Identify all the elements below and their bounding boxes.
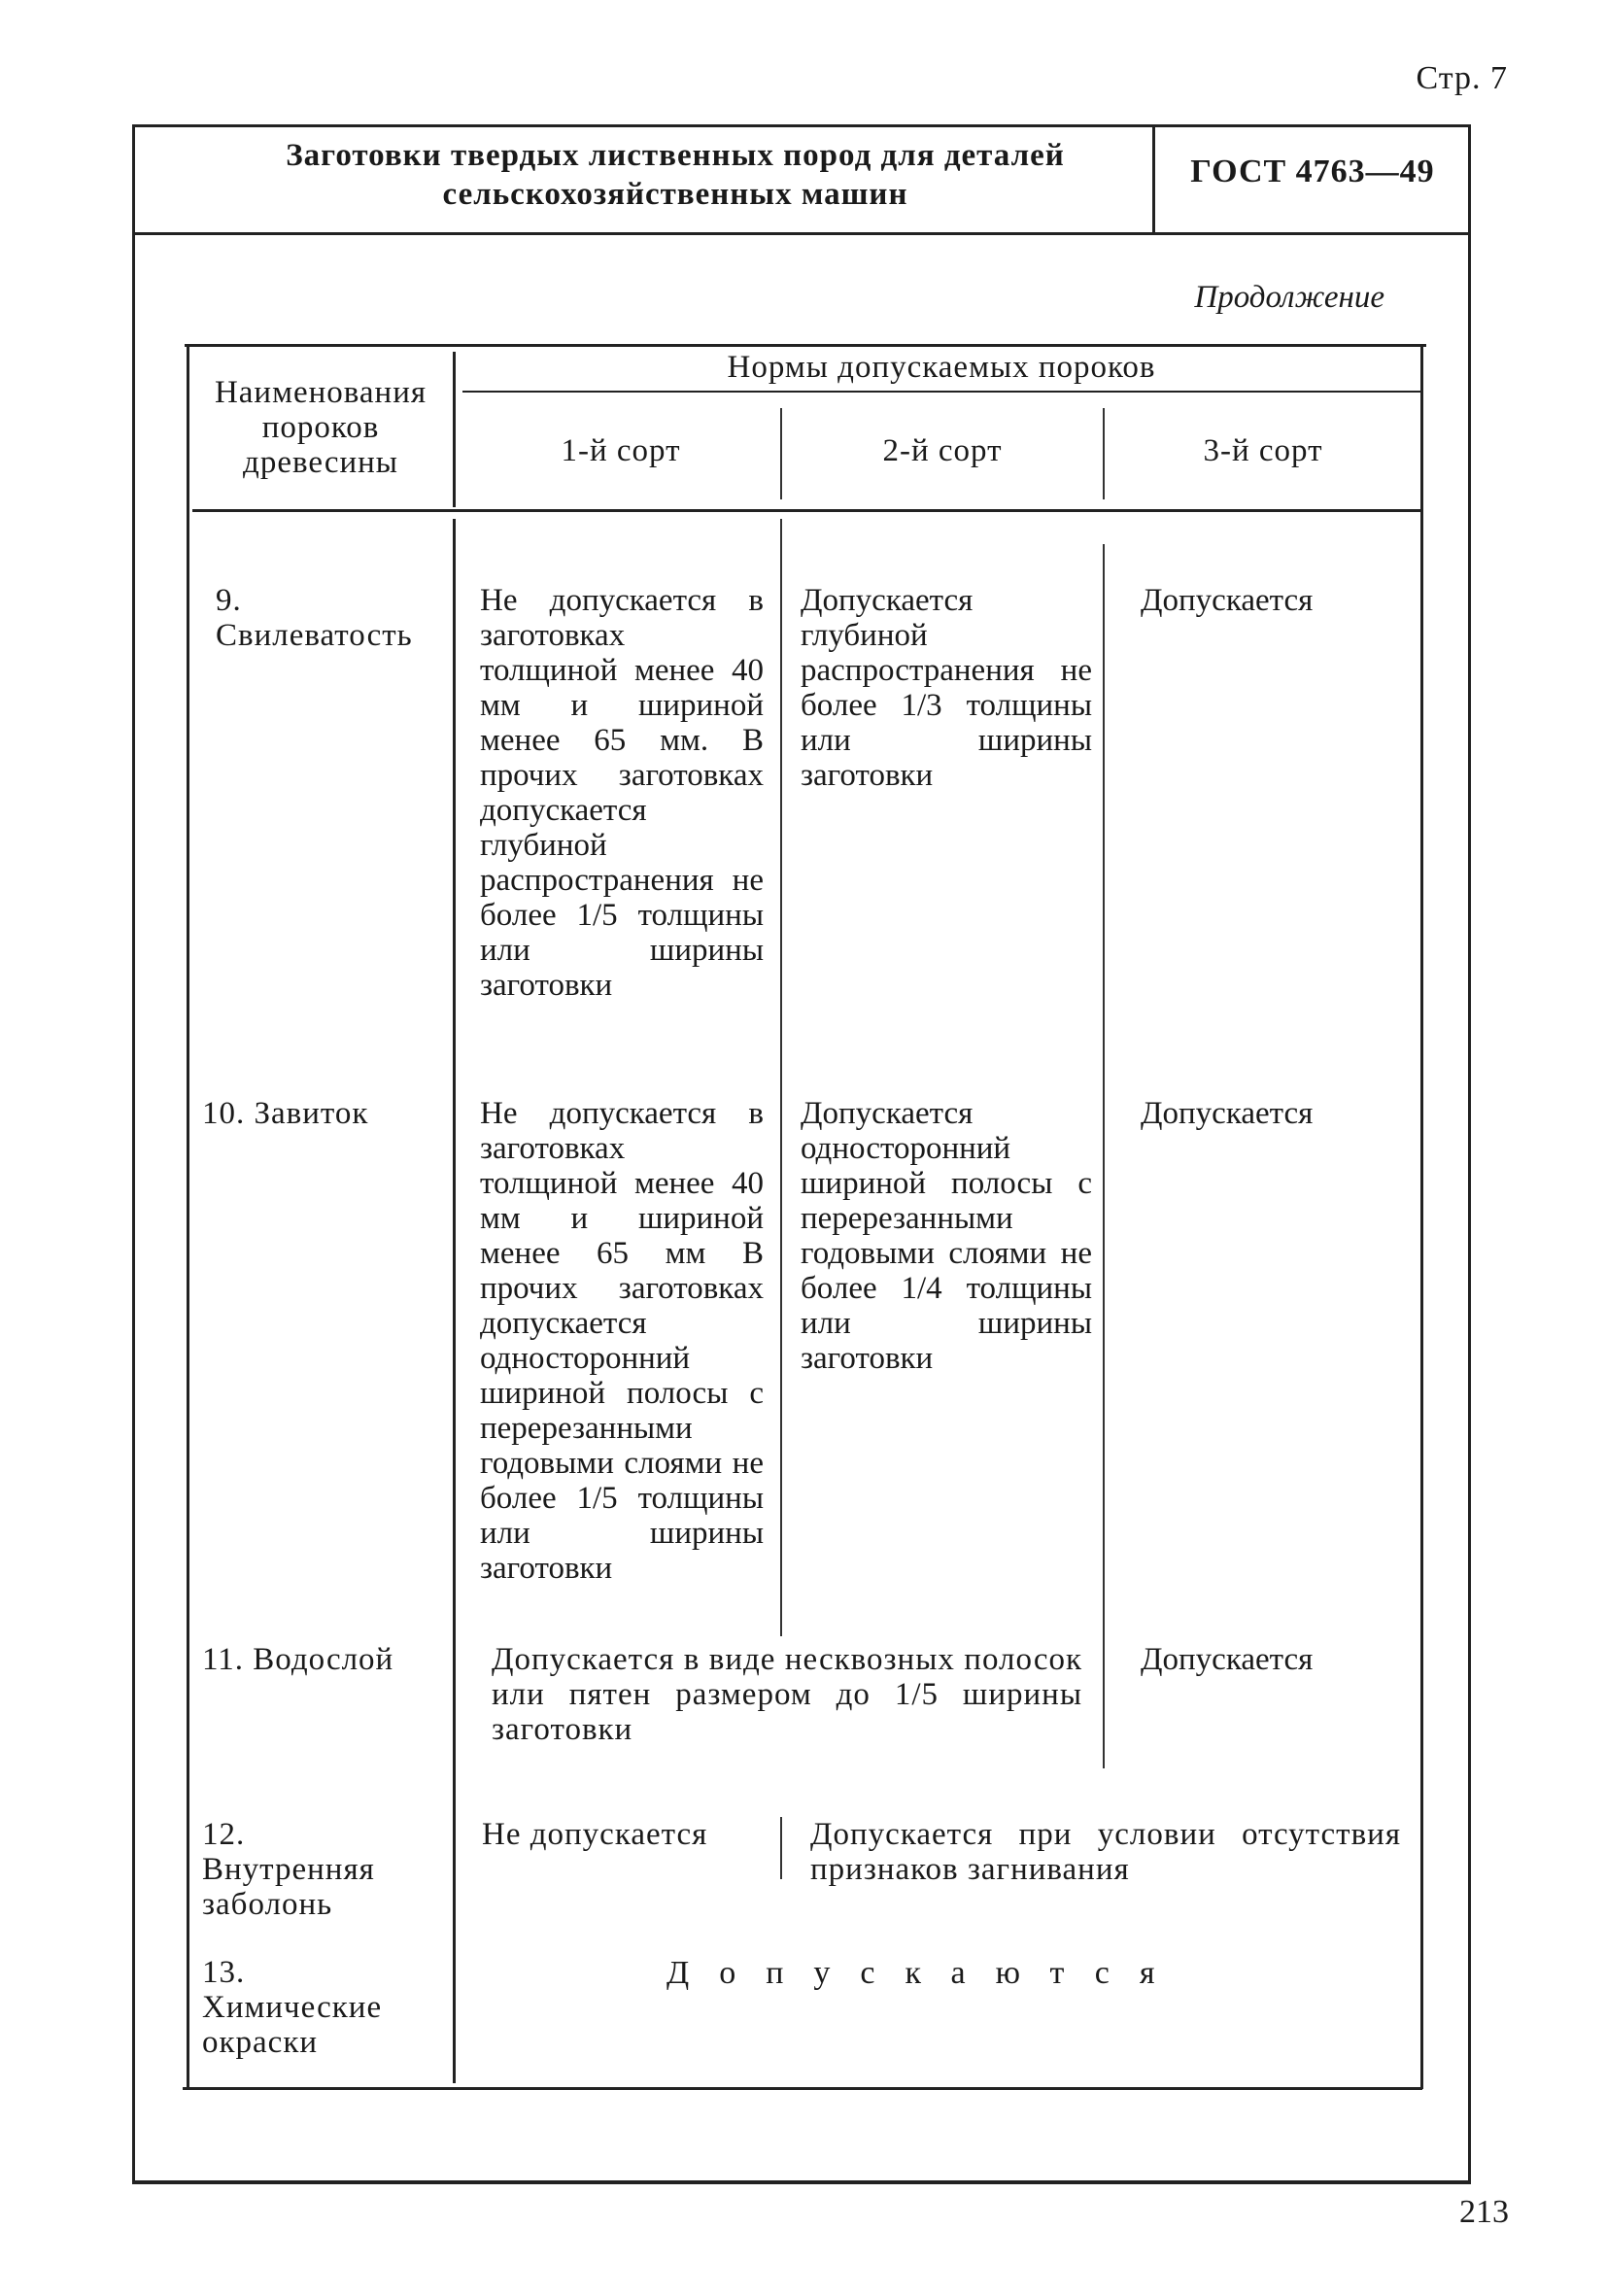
row-10-grade3: Допускается [1141,1096,1314,1131]
norms-underline [462,391,1420,393]
name-col-rule-header [453,352,456,507]
row-9-grade1: Не допускается в заготовках толщиной менее 40 мм и шириной менее 65 мм. В прочих заготовках допускается глубиной распространения не более 1/5 толщины или ширины заготовки [480,583,764,1003]
row12-rule [780,1817,782,1879]
col-header-grade1: 1-й сорт [561,433,681,468]
row-9-name: 9. Свилеватость [216,583,413,653]
table-left-rule [187,346,189,2089]
col-header-grade3: 3-й сорт [1203,433,1323,468]
col12-rule-header [780,408,782,499]
continuation-label: Продолжение [1194,280,1384,315]
row-12-grade23: Допускается при условии отсутствия признаков загнивания [810,1817,1401,1887]
col-header-grade2: 2-й сорт [882,433,1003,468]
page-label: Стр. 7 [1416,60,1508,96]
row-10-grade1: Не допускается в заготовках толщиной менее 40 мм и шириной менее 65 мм В прочих заготовках допускается односторонний шириной полосы с перерезанными годовыми слоями не более 1/5 толщины или ширины заготовки [480,1096,764,1586]
col-header-name: Наименования пороков древесины [214,375,427,480]
col23-rule [1103,544,1105,1768]
row-9-grade2: Допускается глубиной распространения не более 1/3 толщины или ширины заготовки [801,583,1092,793]
col-header-norms: Нормы допускаемых пороков [727,350,1156,385]
col12-rule [780,519,782,1636]
table-right-rule [1420,346,1423,2089]
row-12-grade1: Не допускается [482,1817,708,1852]
header-separator [1152,124,1155,235]
row-13-name: 13. Химические окраски [202,1955,383,2060]
page-frame-right [1468,124,1471,2182]
header-bottom-rule [132,232,1471,235]
row-11-grade12: Допускается в виде несквозных полосок или пятен размером до 1/5 ширины заготовки [492,1642,1082,1747]
page-frame-left [132,124,135,2182]
row-13-all-grades: Допускаются [666,1955,1185,1991]
row-9-grade3: Допускается [1141,583,1314,618]
page-number: 213 [1459,2194,1509,2230]
row-10-grade2: Допускается односторонний шириной полосы с перерезанными годовыми слоями не более 1/4 толщины или ширины заготовки [801,1096,1092,1376]
table-bottom-rule [183,2087,1422,2090]
document-title: Заготовки твердых лиственных пород для деталей сельскохозяйственных машин [286,138,1065,212]
gost-number: ГОСТ 4763—49 [1190,154,1435,189]
row-11-name: 11. Водослой [202,1642,394,1677]
col23-rule-header [1103,408,1105,499]
table-top-rule [185,344,1426,347]
table-header-bottom-rule [192,509,1420,512]
page-frame-bottom [132,2180,1471,2184]
row-12-name: 12. Внутренняя заболонь [202,1817,375,1922]
name-col-rule [453,519,456,2083]
row-10-name: 10. Завиток [202,1096,369,1131]
row-11-grade3: Допускается [1141,1642,1314,1677]
header-top-rule [132,124,1471,127]
